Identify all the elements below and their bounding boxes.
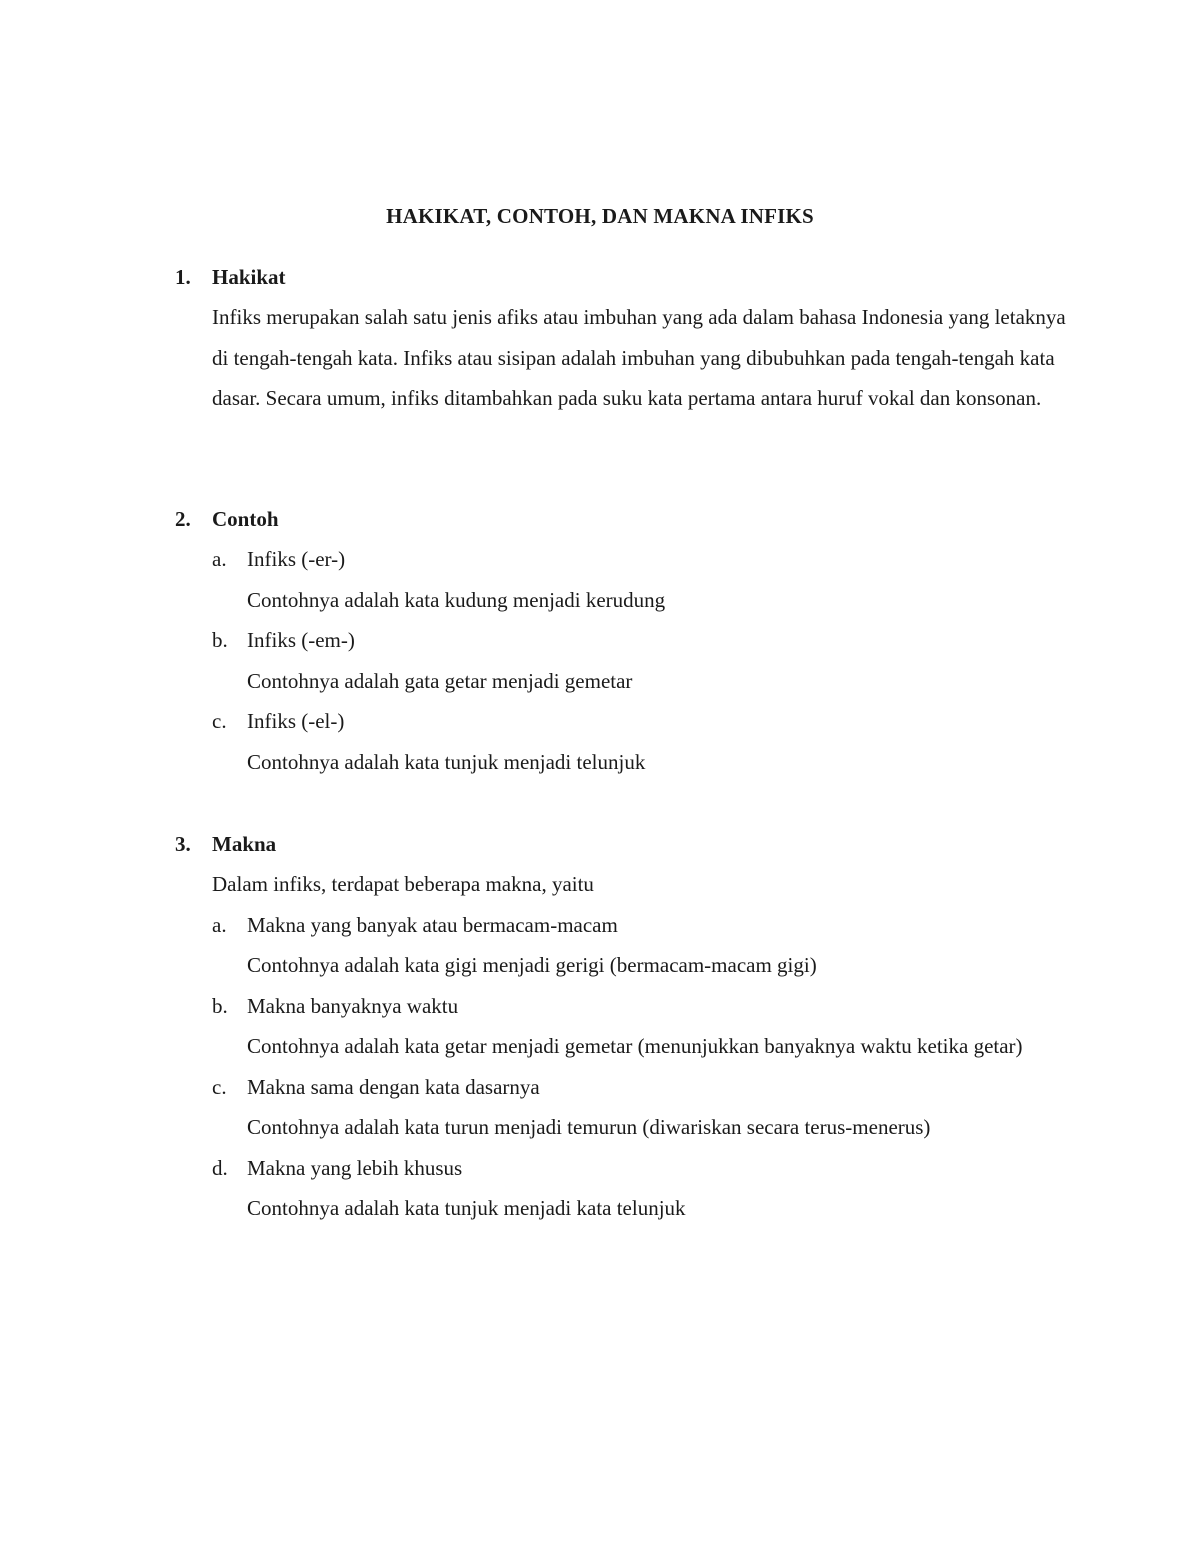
list-item-letter: b. xyxy=(212,993,228,1018)
list-item-example: Contohnya adalah kata kudung menjadi kerudung xyxy=(247,587,666,612)
section-number: 3. xyxy=(175,832,191,856)
list-item-example: Contohnya adalah kata tunjuk menjadi kata telunjuk xyxy=(247,1196,686,1220)
list-item-example: Contohnya adalah kata tunjuk menjadi telunjuk xyxy=(247,749,646,774)
list-item-label: Makna yang banyak atau bermacam-macam xyxy=(247,912,618,937)
list-item-label: Makna banyaknya waktu xyxy=(247,993,459,1018)
list-item-label: Infiks (-el-) xyxy=(247,709,345,733)
section-makna xyxy=(175,824,1075,1229)
list-item-example: Contohnya adalah kata turun menjadi temurun (diwariskan secara terus-menerus) xyxy=(247,1115,931,1139)
section-title: Hakikat xyxy=(212,265,286,289)
section-heading xyxy=(175,499,1075,539)
section-hakikat xyxy=(175,257,1075,419)
list-item xyxy=(212,620,1075,701)
list-item xyxy=(212,539,1075,620)
list-item-letter: d. xyxy=(212,1155,228,1180)
section-contoh xyxy=(175,499,1075,782)
list-item-label: Infiks (-em-) xyxy=(247,628,355,652)
section-number: 1. xyxy=(175,265,191,289)
list-item-letter: b. xyxy=(212,628,228,652)
section-paragraph: Infiks merupakan salah satu jenis afiks atau imbuhan yang ada dalam bahasa Indonesia yang letaknya di tengah-tengah kata. Infiks atau sisipan adalah imbuhan yang dibubuhkan pada tengah-tengah kata dasar. Secara umum, infiks ditambahkan pada suku kata pertama antara huruf vokal dan konsonan. xyxy=(212,305,1066,410)
section-heading xyxy=(175,824,1075,864)
list-item-letter: a. xyxy=(212,547,227,571)
section-intro: Dalam infiks, terdapat beberapa makna, yaitu xyxy=(212,872,594,896)
section-title: Makna xyxy=(212,832,277,856)
page-title: HAKIKAT, CONTOH, DAN MAKNA INFIKS xyxy=(386,204,814,228)
list-item-label: Infiks (-er-) xyxy=(247,547,346,571)
list-item-letter: c. xyxy=(212,709,227,733)
list-item xyxy=(212,701,1075,782)
list-item xyxy=(212,1148,1075,1229)
list-item-letter: a. xyxy=(212,912,227,937)
list-item xyxy=(212,905,1075,986)
list-item-label: Makna sama dengan kata dasarnya xyxy=(247,1074,540,1099)
section-heading xyxy=(175,257,1075,297)
list-item xyxy=(212,1067,1075,1148)
list-item xyxy=(212,986,1075,1067)
list-item-example: Contohnya adalah kata getar menjadi gemetar (menunjukkan banyaknya waktu ketika getar) xyxy=(247,1034,1023,1058)
list-item-label: Makna yang lebih khusus xyxy=(247,1155,463,1180)
list-item-example: Contohnya adalah gata getar menjadi gemetar xyxy=(247,668,633,693)
section-title: Contoh xyxy=(212,507,279,531)
list-item-letter: c. xyxy=(212,1074,227,1099)
list-item-example: Contohnya adalah kata gigi menjadi gerigi (bermacam-macam gigi) xyxy=(247,953,817,977)
section-number: 2. xyxy=(175,507,191,531)
